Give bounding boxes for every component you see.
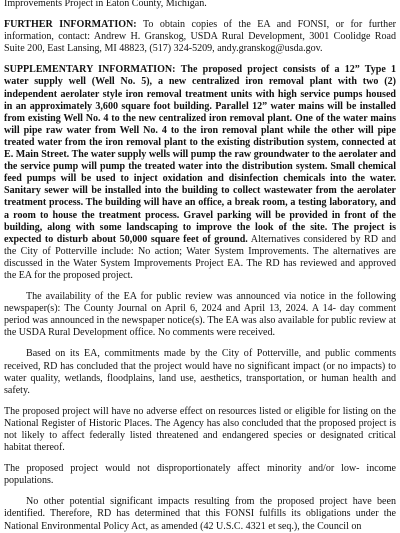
alternatives-text: Alternatives considered by RD and the City of Potterville include: No action; Water System Improvements. The alternatives are discussed in the Water System Improvements Project EA. The RD has reviewed and approved the EA for the proposed project. (4, 233, 396, 281)
availability-paragraph: The availability of the EA for public review was announced via notice in the following newspaper(s): The County Journal on April 6, 2024 and April 13, 2024. A 14- day comment period was announced in the newspaper notice(s). The EA was also available for public review at the USDA Rural Development office. No comments were received. (4, 291, 396, 339)
further-information-text: To obtain copies of the EA and FONSI, or for further information, contact: Andrew H. Granskog, USDA Rural Development, 3001 Coolidge Road Suite 200, East Lansing, MI 48823, (517) 324-5209, andy.granskog@usda.gov. (4, 19, 396, 55)
historic-places-paragraph: The proposed project will have no adverse effect on resources listed or eligible for listing on the National Register of Historic Places. The Agency has also concluded that the proposed project is not likely to affect federally listed threatened and endangered species or designated critical habitat thereof. (4, 405, 396, 454)
intro-line-text: Improvements Project in Eaton County, Michigan. (4, 0, 207, 9)
public-notice (4, 0, 396, 533)
minority-populations-paragraph: The proposed project would not disproportionately affect minority and/or low- income populations. (4, 463, 396, 487)
supplementary-information-heading: SUPPLEMENTARY INFORMATION: (4, 64, 176, 76)
intro-line (4, 0, 396, 10)
further-information-paragraph (4, 19, 396, 55)
further-information-heading: FURTHER INFORMATION: (4, 19, 137, 31)
commitments-paragraph: Based on its EA, commitments made by the City of Potterville, and public comments received, RD has concluded that the project would have no significant impact (or no impacts) to water quality, wetlands, floodplains, land use, aesthetics, transportation, or human health and safety. (4, 348, 396, 396)
supplementary-information-paragraph (4, 64, 396, 282)
nepa-paragraph: No other potential significant impacts resulting from the proposed project have been identified. Therefore, RD has determined that this FONSI fulfills its obligations under the National Environmental Policy Act, as amended (42 U.S.C. 4321 et seq.), the Council on (4, 496, 396, 532)
project-description-text: The proposed project consists of a 12” Type 1 water supply well (Well No. 5), a new centralized iron removal plant with two (2) independent aerolater style iron removal treatment units with high service pumps housed in an approximately 3,600 square foot building. Parallel 12” water mains will be installed from existing Well No. 4 to the new centralized iron removal plant. One of the water mains will pipe raw water from Well No. 4 to the iron removal plant while the other will pipe treated water from the iron removal plant to the existing distribution system, connected at E. Main Street. The water supply wells will pump the raw groundwater to the aerolater and the service pump will pump the treated water into the distribution system. Small chemical feed pumps will be used to inject oxidation and disinfection chemicals into the water. Sanitary sewer will be installed into the building to collect wastewater from the aerolater treatment process. The building will have an office, a break room, a testing laboratory, and a room to house the treatment process. Gravel parking will be provided in front of the building, along with some landscaping to improve the look of the site. The project is expected to disturb about 50,000 square feet of ground. (4, 64, 396, 245)
